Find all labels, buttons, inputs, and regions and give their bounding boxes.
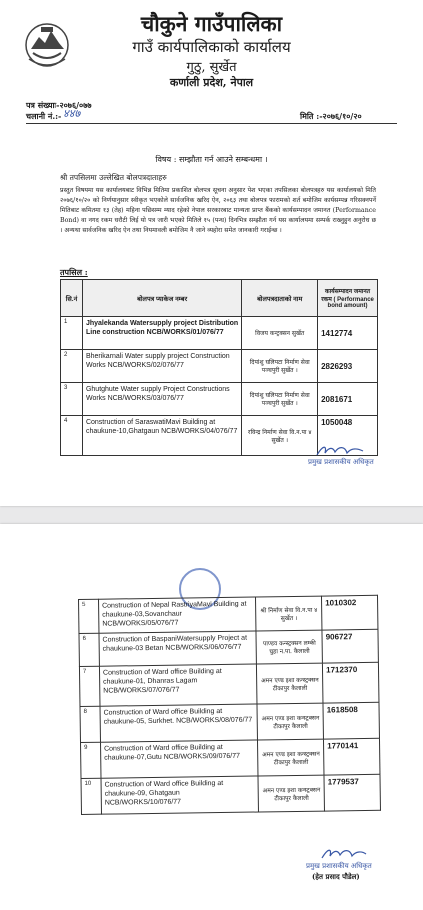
row-package: Construction of Ward office Building at chaukune-01, Dhanras Lagam NCB/WORKS/07/076/77: [99, 664, 257, 706]
row-package: Construction of Ward office Building at chaukune-09, Ghatgaun NCB/WORKS/10/076/77: [101, 776, 259, 814]
province: कर्णाली प्रदेश, नेपाल: [169, 76, 254, 89]
row-sn: 9: [81, 742, 101, 778]
letter-date: मिति :-२०७६/१०/२०: [300, 111, 362, 121]
row-bidder: पाण्डव कन्स्ट्रक्सन लम्की चुहा न.पा. कैलाली: [256, 630, 322, 664]
row-sn: 7: [79, 666, 100, 706]
row-amount: 1618508: [323, 702, 379, 739]
letter-addressee: श्री तपसिलमा उल्लेखित बोलपत्रदाताहरु: [60, 173, 167, 182]
row-bidder: दिपांशु घलिपटा निर्माण सेवा पञ्चपुरी सुर्खेत ।: [242, 383, 318, 416]
row-bidder: अमन एण्ड इशा कन्स्ट्रक्सन टीकापुर कैलाली: [257, 703, 323, 740]
row-amount: 2826293: [318, 350, 378, 383]
table-row: [61, 383, 378, 416]
row-bidder: अमन एण्ड इशा कन्स्ट्रक्सन टीकापुर कैलाली: [257, 663, 323, 704]
row-amount: 1712370: [323, 662, 379, 703]
row-package: Bherikarnali Water supply project Construction Works NCB/WORKS/02/076/77: [82, 350, 241, 383]
row-sn: 2: [61, 350, 83, 383]
table-row: [79, 662, 379, 706]
row-amount: 1050048: [318, 416, 378, 456]
signatory-name: (हेत प्रसाद पौडेल): [312, 872, 360, 881]
signature-scribble-icon: [315, 443, 365, 459]
row-amount: 1779537: [324, 774, 380, 811]
row-package: Construction of BaspaniWatersupply Project at chaukune-03 Betan NCB/WORKS/06/076/77: [99, 631, 257, 666]
row-bidder: श्री निर्माण सेवा वि.न.पा ४ सुर्खेत ।: [256, 596, 322, 631]
office-location: गुठु, सुर्खेत: [186, 60, 237, 75]
col-header-sn: सि.नं: [61, 280, 83, 317]
letter-subject: विषय : सम्झौता गर्न आउने सम्बन्धमा ।: [155, 155, 268, 164]
row-sn: 3: [61, 383, 83, 416]
row-bidder: अमन एण्ड इशा कन्स्ट्रक्सन टीकापुर कैलाली: [258, 739, 324, 776]
document-page-2: [0, 524, 423, 910]
row-sn: 6: [79, 633, 99, 666]
row-package: Construction of SaraswatiMavi Building at chaukune-10,Ghatgaun NCB/WORKS/04/076/77: [82, 416, 241, 456]
row-bidder: दिपांशु घलिपटा निर्माण सेवा पञ्चपुरी सुर्खेत ।: [242, 350, 318, 383]
row-package: Construction of Ward office Building at chaukune-05, Surkhet. NCB/WORKS/08/076/77: [100, 704, 258, 742]
row-package: Construction of Nepal RastriyaMavi Building at chaukune-03,Sovanchaur NCB/WORKS/05/076/77: [98, 597, 256, 633]
dispatch-number-label: चलानी नं.:-: [26, 111, 62, 121]
schedule-heading: तपसिल :: [60, 267, 88, 277]
row-bidder: रविन्द्र निर्माण सेवा वि.न.पा ४ सुर्खेत ।: [242, 416, 318, 456]
table-row: [81, 738, 380, 778]
row-amount: 2081671: [318, 383, 378, 416]
row-sn: 1: [61, 317, 83, 350]
row-bidder: अमन एण्ड इशा कन्स्ट्रक्सन टीकापुर कैलाली: [258, 775, 324, 812]
row-amount: 906727: [322, 629, 378, 663]
signature-scribble-icon: [320, 846, 368, 862]
table-header-row: [61, 280, 378, 317]
table-row: [79, 629, 378, 666]
row-bidder: विजय कन्ट्रक्सन सुर्खेत: [242, 317, 318, 350]
table-row: [61, 317, 378, 350]
row-amount: 1412774: [318, 317, 378, 350]
bid-table-page-1: [60, 279, 378, 456]
office-name: चौकुने गाउँपालिका: [140, 11, 283, 36]
row-package: Construction of Ward office Building at chaukune-07,Gutu NCB/WORKS/09/076/77: [100, 740, 258, 778]
row-amount: 1010302: [322, 595, 378, 630]
header-divider: [26, 123, 397, 124]
dispatch-number-handwritten: ४४७: [63, 107, 81, 120]
bid-table-page-2: [78, 595, 381, 815]
office-subtitle: गाउँ कार्यपालिकाको कार्यालय: [132, 38, 291, 56]
row-sn: 8: [80, 706, 100, 742]
letter-body: प्रस्तुत विषयमा यस कार्यालयबाट विभिन्न मितिमा प्रकाशित बोलपत्र सूचना अनुसार पेश भएका तपसिलका बोलपत्रहरु यस कार्यालयको मिति २०७६/१०/२० को निर्णयानुसार स्वीकृत भएकोले सार्वजनिक खरिद ऐन, २०६३ तथा बोलपत्र फारामको शर्त बमोजिम कार्यसम्पन्न गरिसक्नपर्ने मितिबाट कमितमा १३ (तेह) महिना पछिसम्म म्याद रहेको नेपाल सरकारबाट मान्यता प्राप्त बैंकको कार्यसम्पादन जमानत (Performance Bond) वा नगद रकम धरौटी लिई यो पत्र जारी भएको मितिले १५ (पन्ध) दिनभित्र सम्झौता गर्न यस कार्यालयमा सम्पर्क राख्नुहुन अनुरोध छ । अन्यथा सार्वजनिक खरिद ऐन तथा नियमावली बमोजिम नै जाने व्यहोरा समेत जानकारी गराईन्छ ।: [60, 187, 376, 234]
row-sn: 10: [81, 778, 101, 814]
row-package: Jhyalekanda Watersupply project Distribution Line construction NCB/WORKS/01/076/77: [82, 317, 241, 350]
signatory-title: प्रमुख प्रशासकीय अधिकृत: [306, 862, 372, 870]
col-header-amount: कार्यसम्पादन जमानत रकम ( Performance bond amount): [318, 280, 378, 317]
table-row: [81, 774, 380, 814]
row-amount: 1770141: [324, 738, 380, 775]
table-row: [61, 350, 378, 383]
row-sn: 4: [61, 416, 83, 456]
signatory-title: प्रमुख प्रशासकीय अधिकृत: [308, 458, 374, 466]
col-header-package: बोलपत्र प्याकेज नम्बर: [82, 280, 241, 317]
col-header-bidder: बोलपत्रदाताको नाम: [242, 280, 318, 317]
row-package: Ghutghute Water supply Project Constructions Works NCB/WORKS/03/076/77: [82, 383, 241, 416]
letter-number: पत्र संख्याः-२०७६/०७७: [26, 100, 92, 110]
table-row: [79, 595, 378, 633]
table-row: [80, 702, 379, 742]
row-sn: 5: [79, 599, 99, 633]
